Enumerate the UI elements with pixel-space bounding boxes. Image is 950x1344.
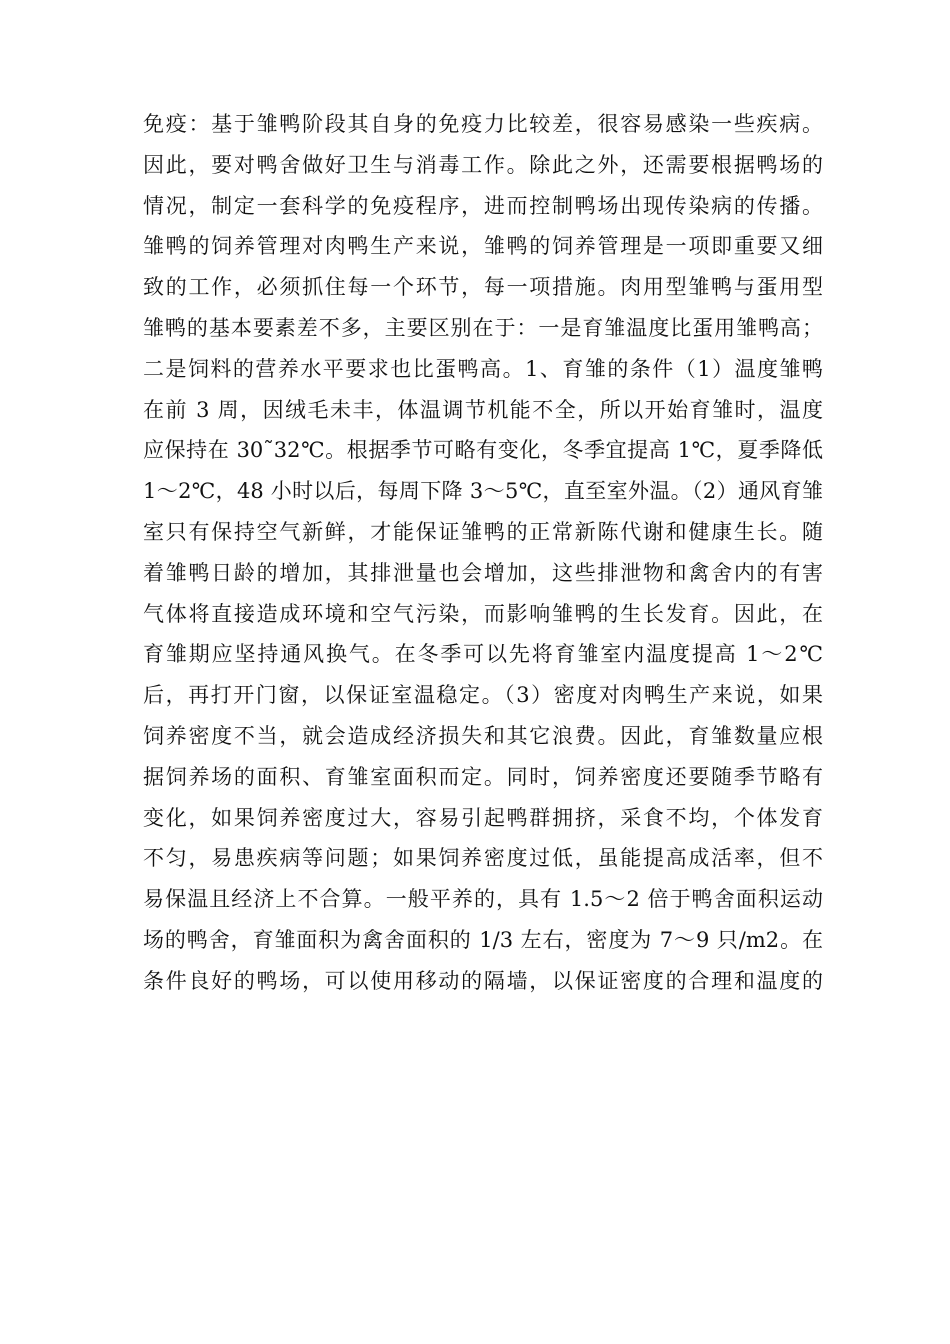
text-line-22: 条件良好的鸭场，可以使用移动的隔墙，以保证密度的合理和温度的 <box>143 968 823 993</box>
text-line-2: 因此，要对鸭舍做好卫生与消毒工作。除此之外，还需要根据鸭场的 <box>143 152 823 177</box>
text-line-3: 情况，制定一套科学的免疫程序，进而控制鸭场出现传染病的传播。 <box>143 193 823 218</box>
text-line-9: 应保持在 30˜32℃。根据季节可略有变化，冬季宜提高 1℃，夏季降低 <box>143 438 823 463</box>
text-line-19: 不匀，易患疾病等问题；如果饲养密度过低，虽能提高成活率，但不 <box>143 846 823 871</box>
text-line-4: 雏鸭的饲养管理对肉鸭生产来说，雏鸭的饲养管理是一项即重要又细 <box>143 234 823 259</box>
text-line-14: 育雏期应坚持通风换气。在冬季可以先将育雏室内温度提高 1～2℃ <box>143 642 823 667</box>
text-line-21: 场的鸭舍，育雏面积为禽舍面积的 1/3 左右，密度为 7～9 只/m2。在 <box>143 927 823 952</box>
text-line-8: 在前 3 周，因绒毛未丰，体温调节机能不全，所以开始育雏时，温度 <box>143 397 823 422</box>
text-line-16: 饲养密度不当，就会造成经济损失和其它浪费。因此，育雏数量应根 <box>143 723 823 748</box>
text-line-1: 免疫：基于雏鸭阶段其自身的免疫力比较差，很容易感染一些疾病。 <box>143 112 823 136</box>
text-line-15: 后，再打开门窗，以保证室温稳定。（3）密度对肉鸭生产来说，如果 <box>143 683 823 708</box>
text-line-18: 变化，如果饲养密度过大，容易引起鸭群拥挤，采食不均，个体发育 <box>143 805 823 830</box>
text-line-12: 着雏鸭日龄的增加，其排泄量也会增加，这些排泄物和禽舍内的有害 <box>143 560 823 585</box>
body-text <box>143 104 823 1002</box>
text-line-17: 据饲养场的面积、育雏室面积而定。同时，饲养密度还要随季节略有 <box>143 764 823 789</box>
text-line-10: 1～2℃，48 小时以后，每周下降 3～5℃，直至室外温。（2）通风育雏 <box>143 479 823 504</box>
text-line-20: 易保温且经济上不合算。一般平养的，具有 1.5～2 倍于鸭舍面积运动 <box>143 887 823 912</box>
text-line-7: 二是饲料的营养水平要求也比蛋鸭高。1、育雏的条件（1）温度雏鸭 <box>143 356 823 381</box>
text-line-13: 气体将直接造成环境和空气污染，而影响雏鸭的生长发育。因此，在 <box>143 601 823 626</box>
text-line-11: 室只有保持空气新鲜，才能保证雏鸭的正常新陈代谢和健康生长。随 <box>143 519 823 544</box>
text-line-6: 雏鸭的基本要素差不多，主要区别在于：一是育雏温度比蛋用雏鸭高； <box>143 315 823 340</box>
text-line-5: 致的工作，必须抓住每一个环节，每一项措施。肉用型雏鸭与蛋用型 <box>143 275 823 300</box>
